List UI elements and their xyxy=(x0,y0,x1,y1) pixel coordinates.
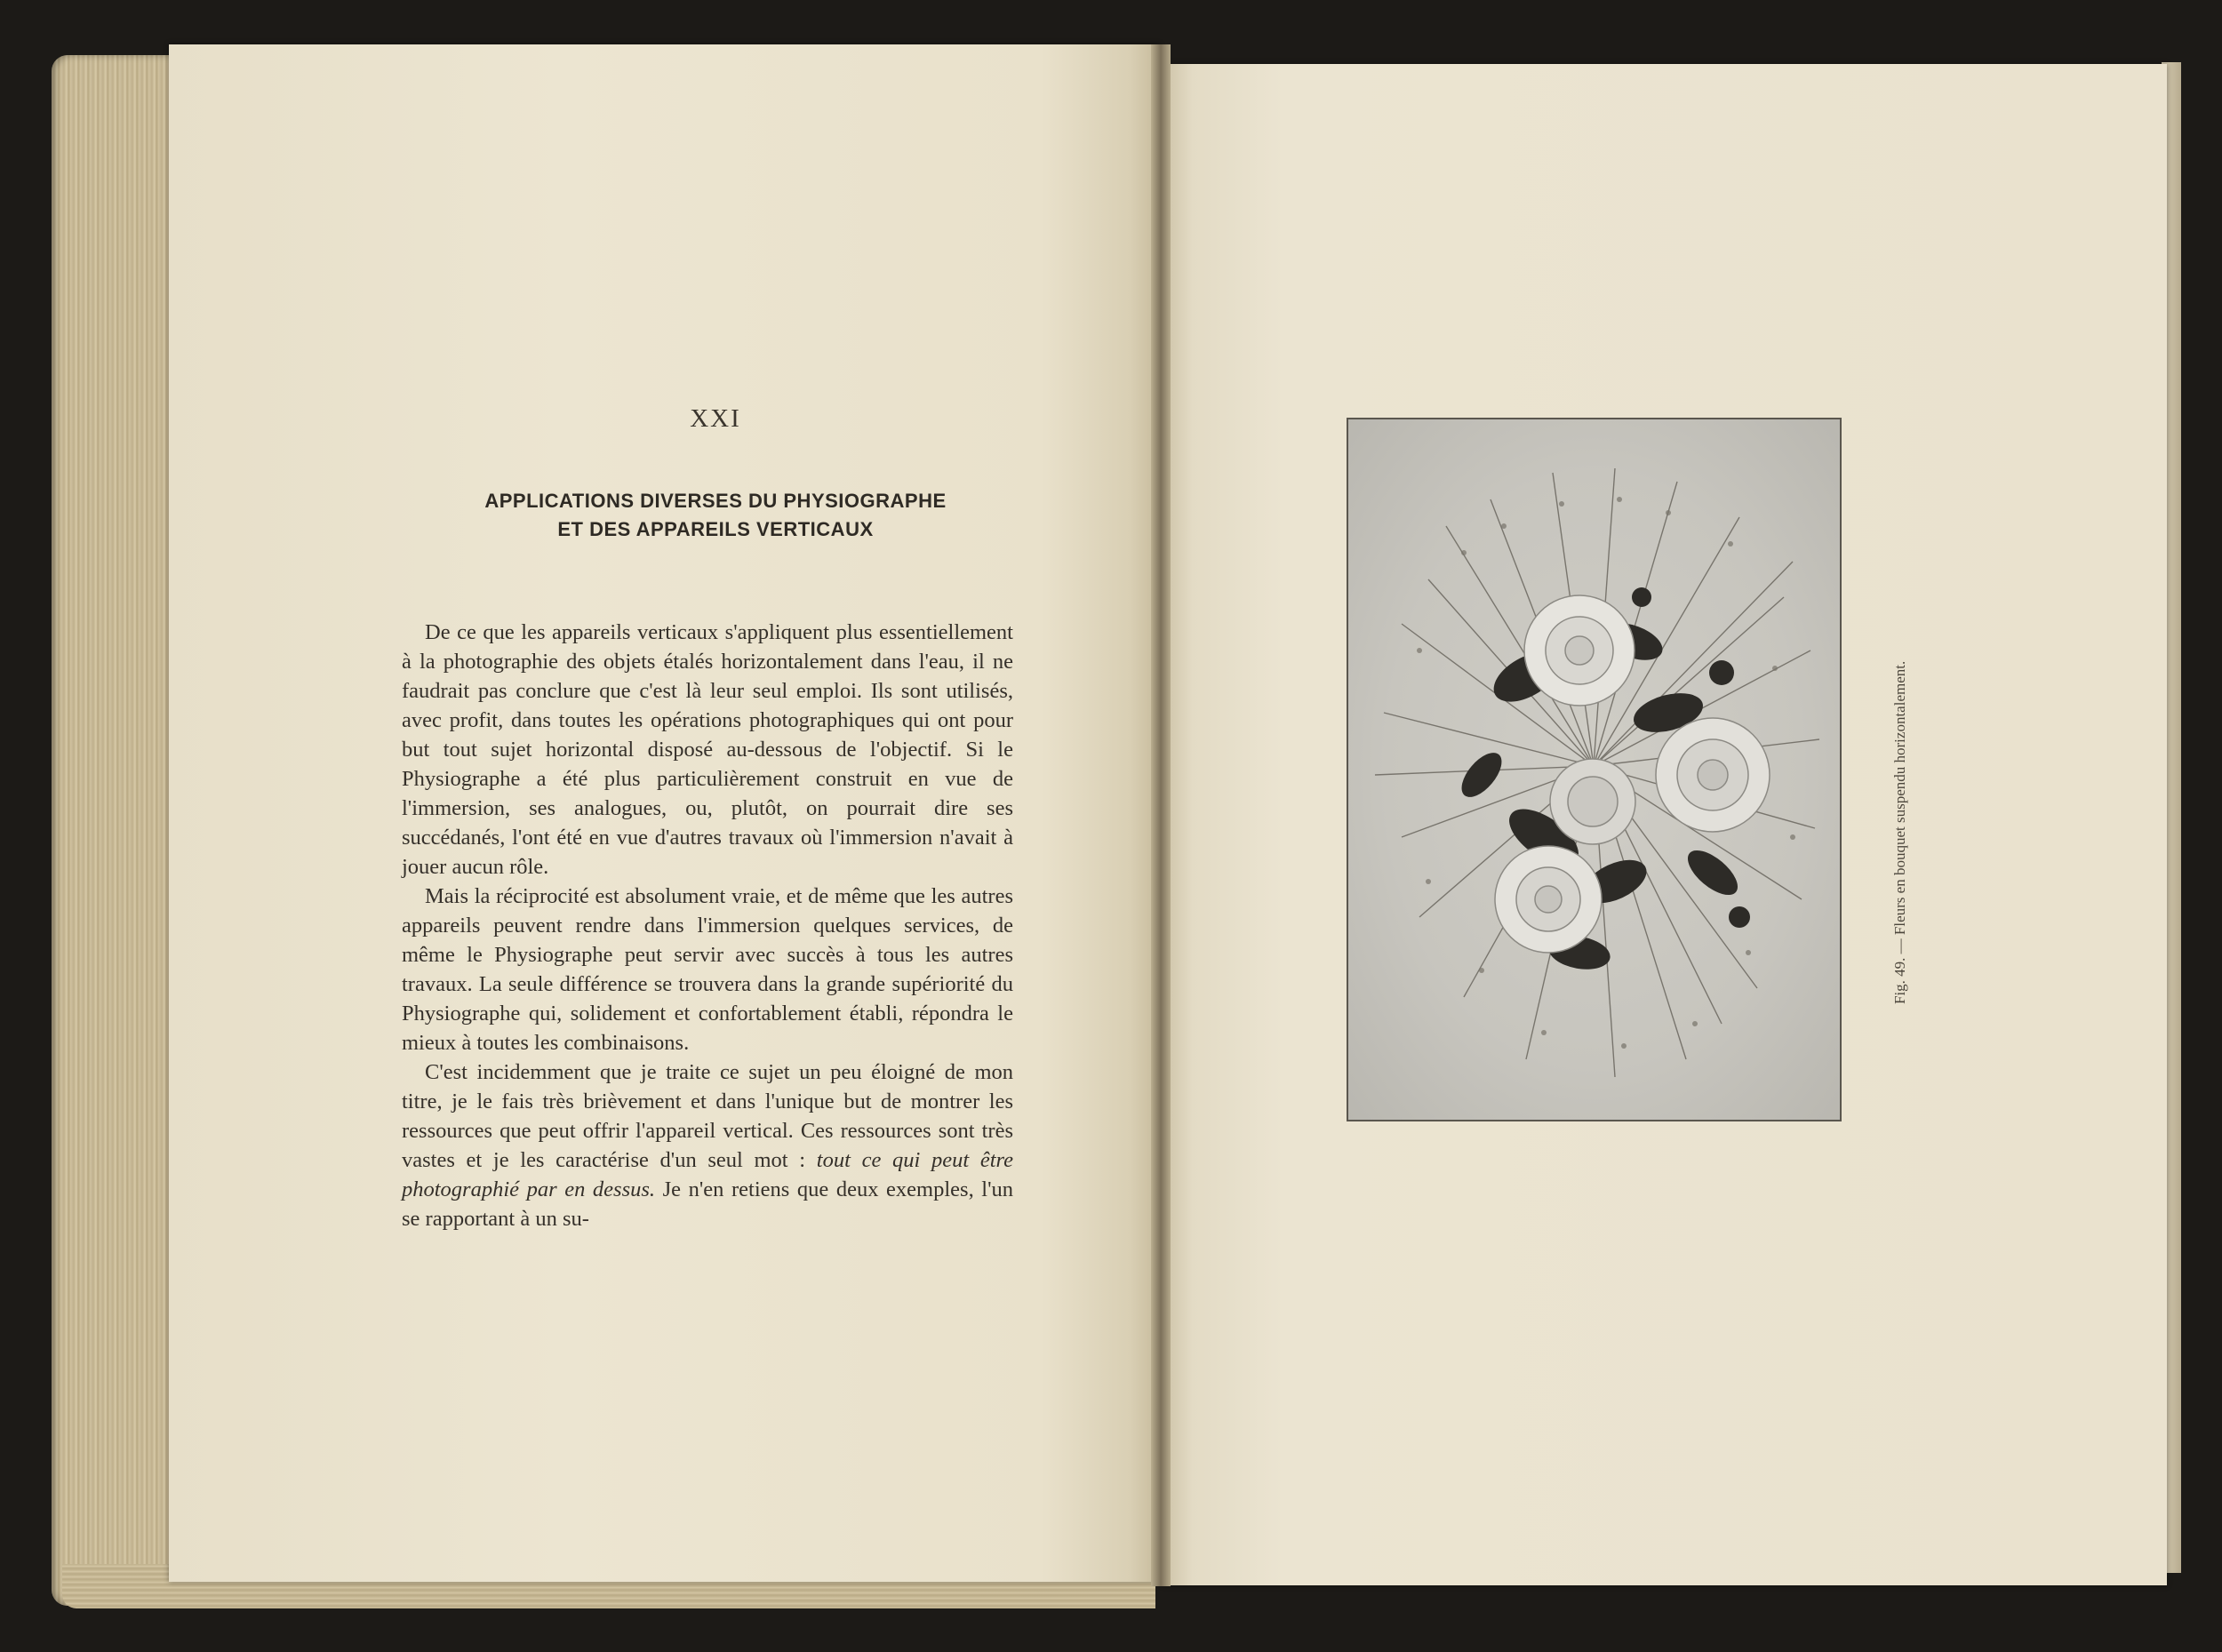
figure-caption: Fig. 49. — Fleurs en bouquet suspendu horizontalement. xyxy=(1891,660,1908,1004)
flower-bouquet-photo xyxy=(1347,418,1842,1121)
chapter-title xyxy=(409,487,1022,544)
paragraph-3 xyxy=(402,1057,1013,1233)
chapter-title-line1: APPLICATIONS DIVERSES DU PHYSIOGRAPHE xyxy=(484,490,947,512)
chapter-title-line2: ET DES APPAREILS VERTICAUX xyxy=(557,518,874,540)
flower-bouquet-illustration xyxy=(1348,419,1840,1120)
paragraph-3-start: C'est incidemment que je traite ce sujet un peu éloigné de mon titre, je le fais très brièvement et dans l'unique but de montrer les ressources que peut offrir l'appareil vertical. Ces ressources sont très vastes et je les caractérise d'un seul mot : xyxy=(402,1060,1013,1172)
body-text xyxy=(402,618,1013,1233)
paragraph-3-end: Je n'en retiens que deux exemples, l'un se rapportant à un su- xyxy=(402,1177,1013,1231)
book-gutter xyxy=(1151,44,1171,1586)
paragraph-3-italic: tout ce qui peut être photographié par en dessus. xyxy=(402,1148,1014,1201)
page-edges-left xyxy=(52,55,185,1606)
chapter-number: XXI xyxy=(690,404,741,433)
paragraph-1: De ce que les appareils verticaux s'appliquent plus essentiellement à la photographie des objets étalés horizontalement dans l'eau, il ne faudrait pas conclure que c'est là leur seul emploi. Ils sont utilisés, avec profit, dans toutes les opérations photographiques qui ont pour but tout sujet horizontal disposé au-dessous de l'objectif. Si le Physiographe a été plus particulièrement construit en vue de l'immersion, ses analogues, ou, plutôt, on pourrait dire ses succédanés, l'ont été en vue d'autres travaux où l'immersion n'avait à jouer aucun rôle. xyxy=(402,620,1013,879)
paragraph-2: Mais la réciprocité est absolument vraie, et de même que les autres appareils peuvent rendre dans l'immersion quelques services, de même le Physiographe peut servir avec succès à tous les autres travaux. La seule différence se trouvera dans la grande supériorité du Physiographe qui, solidement et confortablement établi, répondra le mieux à toutes les combinaisons. xyxy=(402,884,1013,1055)
roses xyxy=(1495,595,1770,953)
